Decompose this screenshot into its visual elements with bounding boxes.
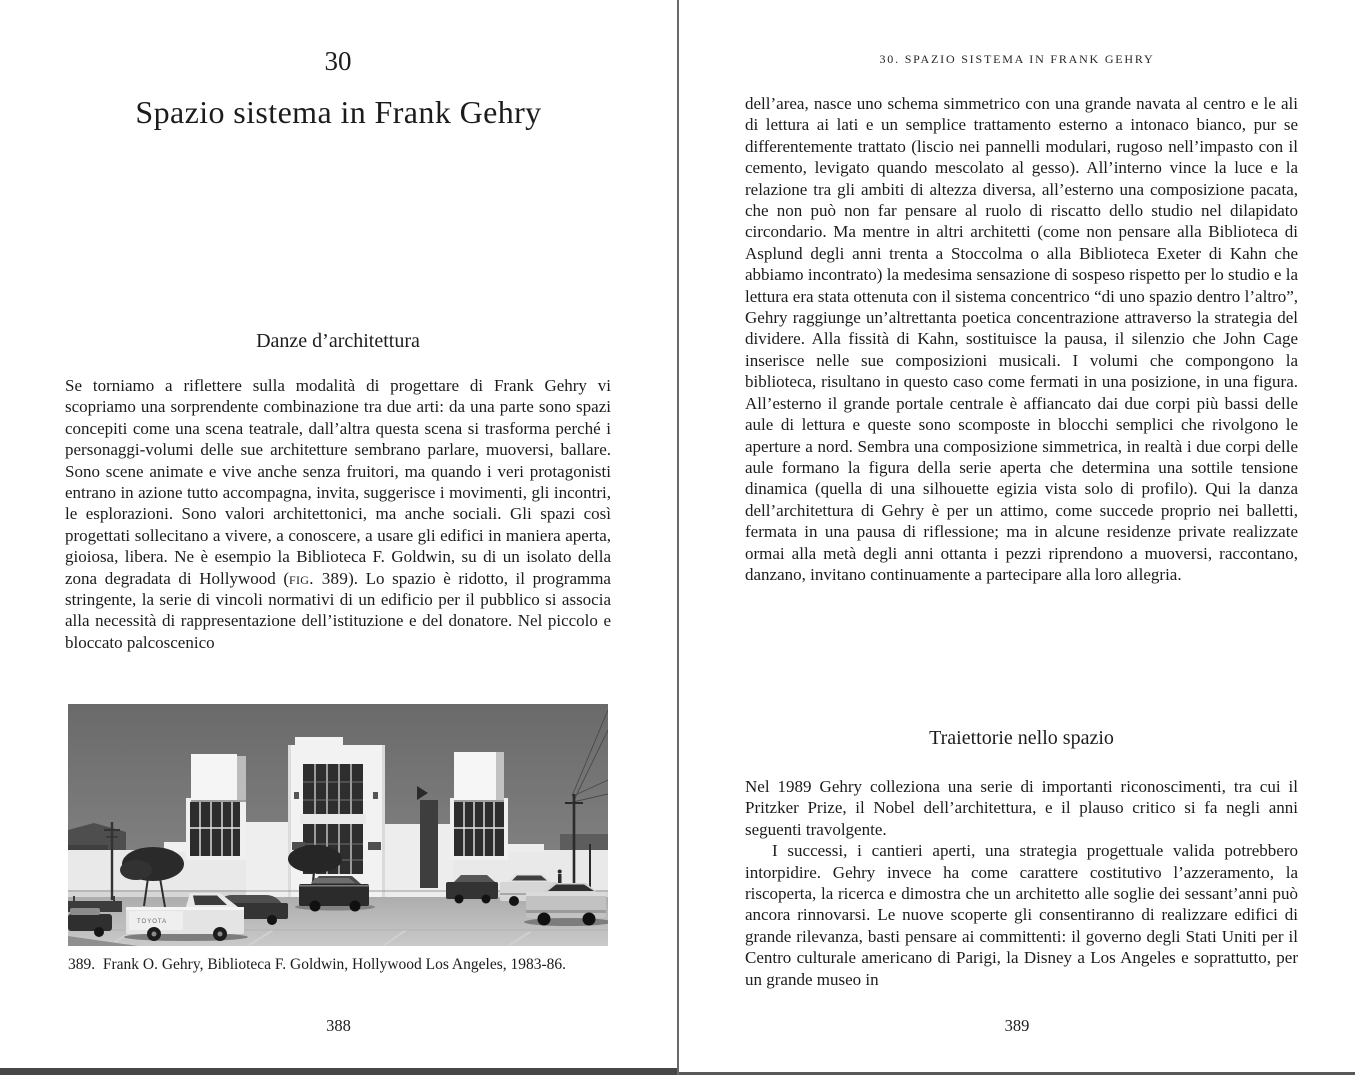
pedestrian	[558, 874, 562, 884]
section-heading-traiettorie: Traiettorie nello spazio	[929, 727, 1114, 749]
wall-parapet-right	[504, 844, 544, 852]
pedestrian-head	[558, 870, 562, 874]
right-page	[679, 0, 1355, 1075]
figure-photo	[68, 704, 608, 946]
left-body-paragraph	[65, 375, 611, 653]
paragraph-riconoscimenti: Nel 1989 Gehry colleziona una serie di importanti riconoscimenti, tra cui il Pritzker Prize, il Nobel dell’architettura, e il plauso critico si fa negli anni seguenti travolgente.	[745, 777, 1298, 839]
right-reading-wing	[450, 752, 508, 860]
page-gutter-divider	[677, 0, 679, 1075]
truck-label: TOYOTA	[137, 919, 168, 925]
right-body-paragraph: dell’area, nasce uno schema simmetrico con una grande navata al centro e le ali di lettura ai lati e un semplice trattamento esterno a intonaco bianco, pur se differentemente trattato (liscio nei pannelli modulari, rugoso nell’impasto con il cemento, levigato quando mescolato al gesso). All’interno vince la luce e la relazione tra gli ambiti di altezza diversa, all’esterno una composizione pacata, che non può non far pensare al ruolo di riscatto dello studio nel dilapidato circondario. Ma mentre in altri architetti (come non pensare alla Biblioteca di Asplund degli anni trenta a Stoccolma o alla Biblioteca Exeter di Kahn che abbiamo incontrato) la medesima sensazione di sospeso rispetto per lo studio e la lettura era stata ottenuta con il sistema concentrico “di uno spazio dentro l’altro”, Gehry raggiunge un’altrettanta poetica concentrazione attraverso la strategia del dividere. Alla fissità di Kahn, sostituisce la pausa, il silenzio che John Cage inserisce nelle sue composizioni musicali. I volumi che compongono la biblioteca, risultano in questo caso come fermati in una posizione, in una figura. All’esterno il grande portale centrale è affiancato dai due corpi più bassi delle aule di lettura e queste sono scomposte in blocchi semplici che rivolgono le aperture a nord. Sembra una composizione simmetrica, in realtà i due corpi delle aule formano la figura della serie aperta che determina una sottile tensione dinamica (quella di una silhouette egizia vista solo di profilo). Qui la danza dell’architettura di Gehry è per un attimo, come succede proprio nei balletti, fermata in una pausa di riflessione; ma in alcune residenze private realizzate ormai alla metà degli anni ottanta i pezzi riprendono a muoversi, raccontano, danzano, invitano continuamente a partecipare alla loro allegria.	[745, 94, 1298, 584]
body-text-part1: Se torniamo a riflettere sulla modalità di progettare di Frank Gehry vi scopriamo una sorprendente combinazione tra due arti: da una parte sono spazi concepiti come una scena teatrale, dall’altra questa scena si trasforma perché i personaggi-volumi delle sue architetture sembrano parlare, muoversi, ballare. Sono scene animate e vive anche senza fruitori, ma quando i veri protagonisti entrano in azione tutto accompagna, invita, suggerisce i movimenti, gli incontri, le esplorazioni. Sono valori architettonici, ma anche sociali. Gli spazi così progettati sollecitano a vivere, a conoscere, a usare gli edifici in maniera aperta, gioiosa, libera. Ne è esempio la Biblioteca F. Goldwin, su di un isolato della zona degradata di Hollywood (	[65, 376, 611, 588]
body-text-part2: ). Lo spazio è ridotto, il programma stringente, la serie di vincoli normativi di un edificio per il pubblico si associa alla necessità di rappresentazione dell’istituzione e del donatore. Nel piccolo e bloccato palcoscenico	[65, 568, 611, 652]
running-head: 30. SPAZIO SISTEMA IN FRANK GEHRY	[879, 52, 1155, 66]
figure-reference: fig. 389	[289, 568, 349, 588]
page-number-right: 389	[1004, 1016, 1030, 1035]
scan-edge-left	[0, 1068, 677, 1075]
page-number-left: 388	[326, 1016, 351, 1035]
chapter-title: Spazio sistema in Frank Gehry	[135, 94, 542, 130]
library-photo-illustration	[68, 704, 608, 946]
left-page	[0, 0, 677, 1075]
figure-caption: 389. Frank O. Gehry, Biblioteca F. Goldwin, Hollywood Los Angeles, 1983-86.	[68, 956, 567, 973]
section-heading-danze: Danze d’architettura	[256, 330, 420, 352]
paragraph-successi: I successi, i cantieri aperti, una strategia progettuale valida potrebbero intorpidire. Gehry invece ha come carattere costitutivo l’azzeramento, la riscoperta, la ricerca e dimostra che un architetto alle soglie dei sessant’anni può ancora rinnovarsi. Le nuove scoperte gli consentiranno di realizzare edifici di grande rilevanza, basti pensare ai committenti: il governo degli Stati Uniti per il Centro culturale americano di Parigi, la Disney a Los Angeles e soprattutto, per un grande museo in	[745, 841, 1298, 989]
chapter-number: 30	[324, 46, 352, 76]
stair-void	[420, 800, 438, 888]
right-paragraph-block	[745, 776, 1298, 990]
